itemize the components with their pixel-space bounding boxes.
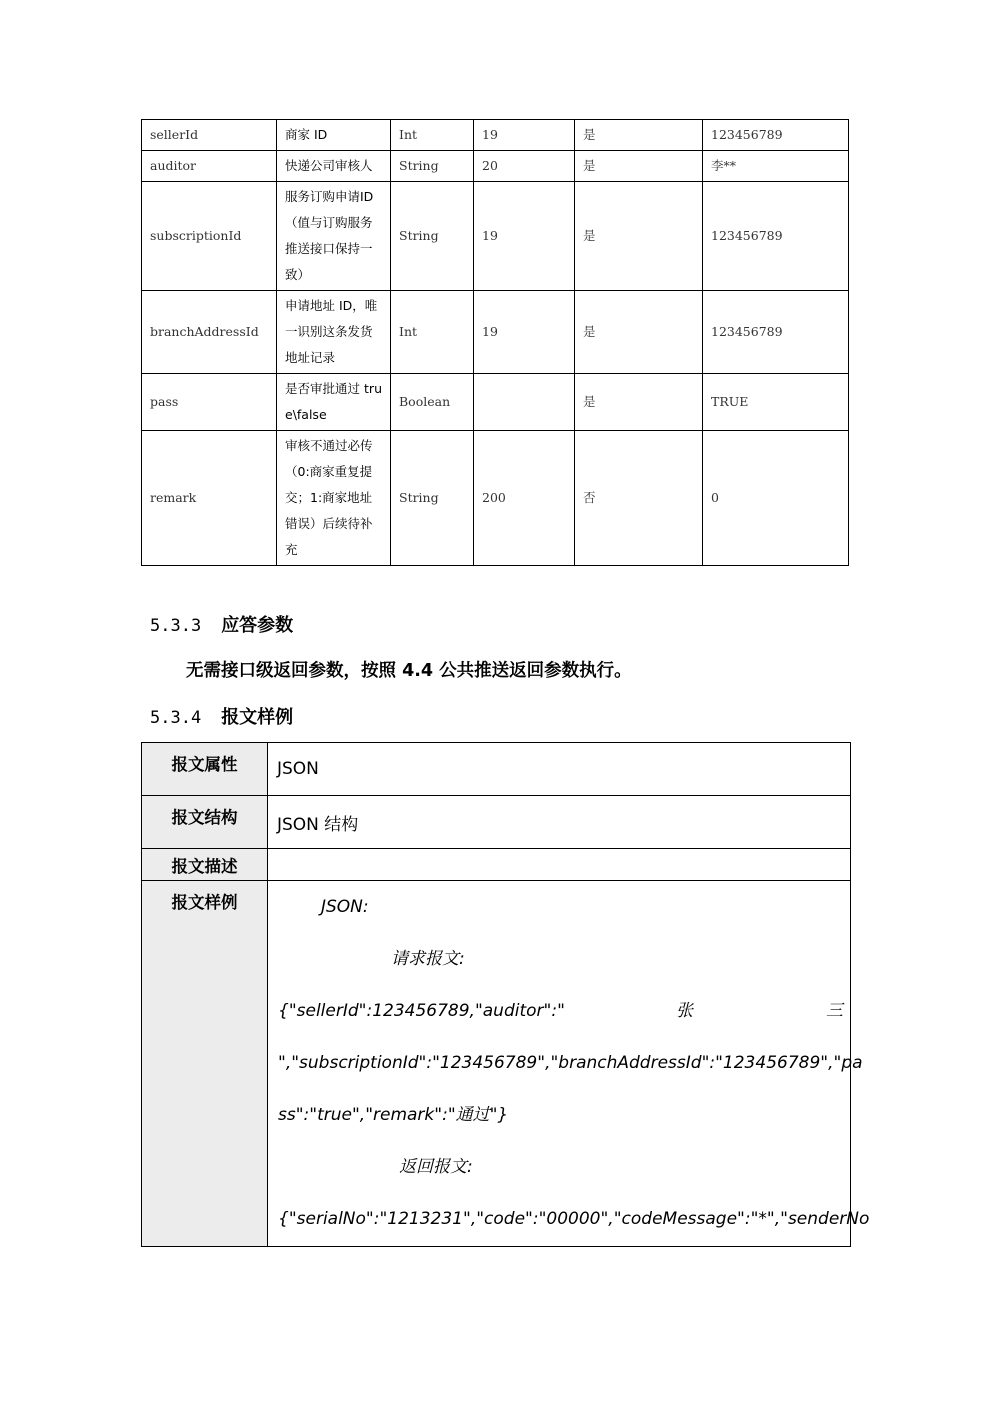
response-label: 返回报文: xyxy=(399,1157,473,1177)
request-line-3: ss":"true","remark":"通过"} xyxy=(278,1105,509,1125)
attr-label: 报文属性 xyxy=(142,743,268,796)
param-name: auditor xyxy=(142,151,277,182)
request-line-1a: {"sellerId":123456789,"auditor":" xyxy=(278,1001,565,1021)
param-desc: 是否审批通过 true\false xyxy=(277,374,391,431)
table-row xyxy=(142,120,849,151)
param-length: 20 xyxy=(474,151,575,182)
struct-label: 报文结构 xyxy=(142,796,268,849)
param-example: 123456789 xyxy=(703,120,849,151)
section-title: 应答参数 xyxy=(221,615,294,636)
param-desc: 申请地址 ID，唯一识别这条发货地址记录 xyxy=(277,291,391,374)
table-row xyxy=(142,431,849,566)
param-type: String xyxy=(391,182,474,291)
response-line-1: {"serialNo":"1213231","code":"00000","codeMessage":"*","senderNo xyxy=(278,1209,870,1229)
param-name: remark xyxy=(142,431,277,566)
section-heading-message-example xyxy=(150,703,293,729)
table-row xyxy=(142,291,849,374)
section-number: 5.3.3 xyxy=(150,616,202,636)
param-required: 是 xyxy=(575,291,703,374)
attr-value: JSON xyxy=(268,743,851,796)
param-example: 0 xyxy=(703,431,849,566)
param-name: branchAddressId xyxy=(142,291,277,374)
param-length: 19 xyxy=(474,291,575,374)
param-desc: 服务订购申请ID（值与订购服务推送接口保持一致） xyxy=(277,182,391,291)
param-type: Int xyxy=(391,120,474,151)
request-line-1b: 张 xyxy=(676,1001,693,1021)
table-row xyxy=(142,796,851,849)
response-note: 无需接口级返回参数，按照 4.4 公共推送返回参数执行。 xyxy=(186,661,632,681)
table-row xyxy=(142,743,851,796)
param-required: 是 xyxy=(575,120,703,151)
param-desc: 商家 ID xyxy=(277,120,391,151)
desc-value xyxy=(268,849,851,881)
param-name: pass xyxy=(142,374,277,431)
param-desc: 审核不通过必传（0:商家重复提交；1:商家地址错误）后续待补充 xyxy=(277,431,391,566)
table-row xyxy=(142,151,849,182)
param-name: sellerId xyxy=(142,120,277,151)
table-row xyxy=(142,881,851,1247)
param-type: Boolean xyxy=(391,374,474,431)
param-name: subscriptionId xyxy=(142,182,277,291)
param-example: 李** xyxy=(703,151,849,182)
param-length: 200 xyxy=(474,431,575,566)
param-required: 是 xyxy=(575,374,703,431)
table-row xyxy=(142,849,851,881)
request-line-2: ","subscriptionId":"123456789","branchAddressId":"123456789","pa xyxy=(278,1053,863,1073)
message-table xyxy=(141,742,870,1247)
example-label: 报文样例 xyxy=(142,881,268,1247)
section-number: 5.3.4 xyxy=(150,708,202,728)
param-type: String xyxy=(391,431,474,566)
desc-label: 报文描述 xyxy=(142,849,268,881)
request-line-1c: 三 xyxy=(826,1001,843,1021)
request-line-1 xyxy=(268,985,850,1037)
request-label: 请求报文: xyxy=(391,949,465,969)
param-length: 19 xyxy=(474,120,575,151)
table-row xyxy=(142,182,849,291)
table-row xyxy=(142,374,849,431)
param-type: String xyxy=(391,151,474,182)
param-example: 123456789 xyxy=(703,182,849,291)
param-required: 是 xyxy=(575,151,703,182)
param-length: 19 xyxy=(474,182,575,291)
param-example: 123456789 xyxy=(703,291,849,374)
param-required: 否 xyxy=(575,431,703,566)
param-required: 是 xyxy=(575,182,703,291)
param-type: Int xyxy=(391,291,474,374)
section-heading-response-params xyxy=(150,611,293,637)
param-length xyxy=(474,374,575,431)
params-table xyxy=(141,119,849,566)
section-title: 报文样例 xyxy=(221,707,294,728)
example-content xyxy=(268,881,870,1247)
struct-value: JSON 结构 xyxy=(268,796,851,849)
json-label: JSON: xyxy=(321,897,369,917)
param-example: TRUE xyxy=(703,374,849,431)
param-desc: 快递公司审核人 xyxy=(277,151,391,182)
